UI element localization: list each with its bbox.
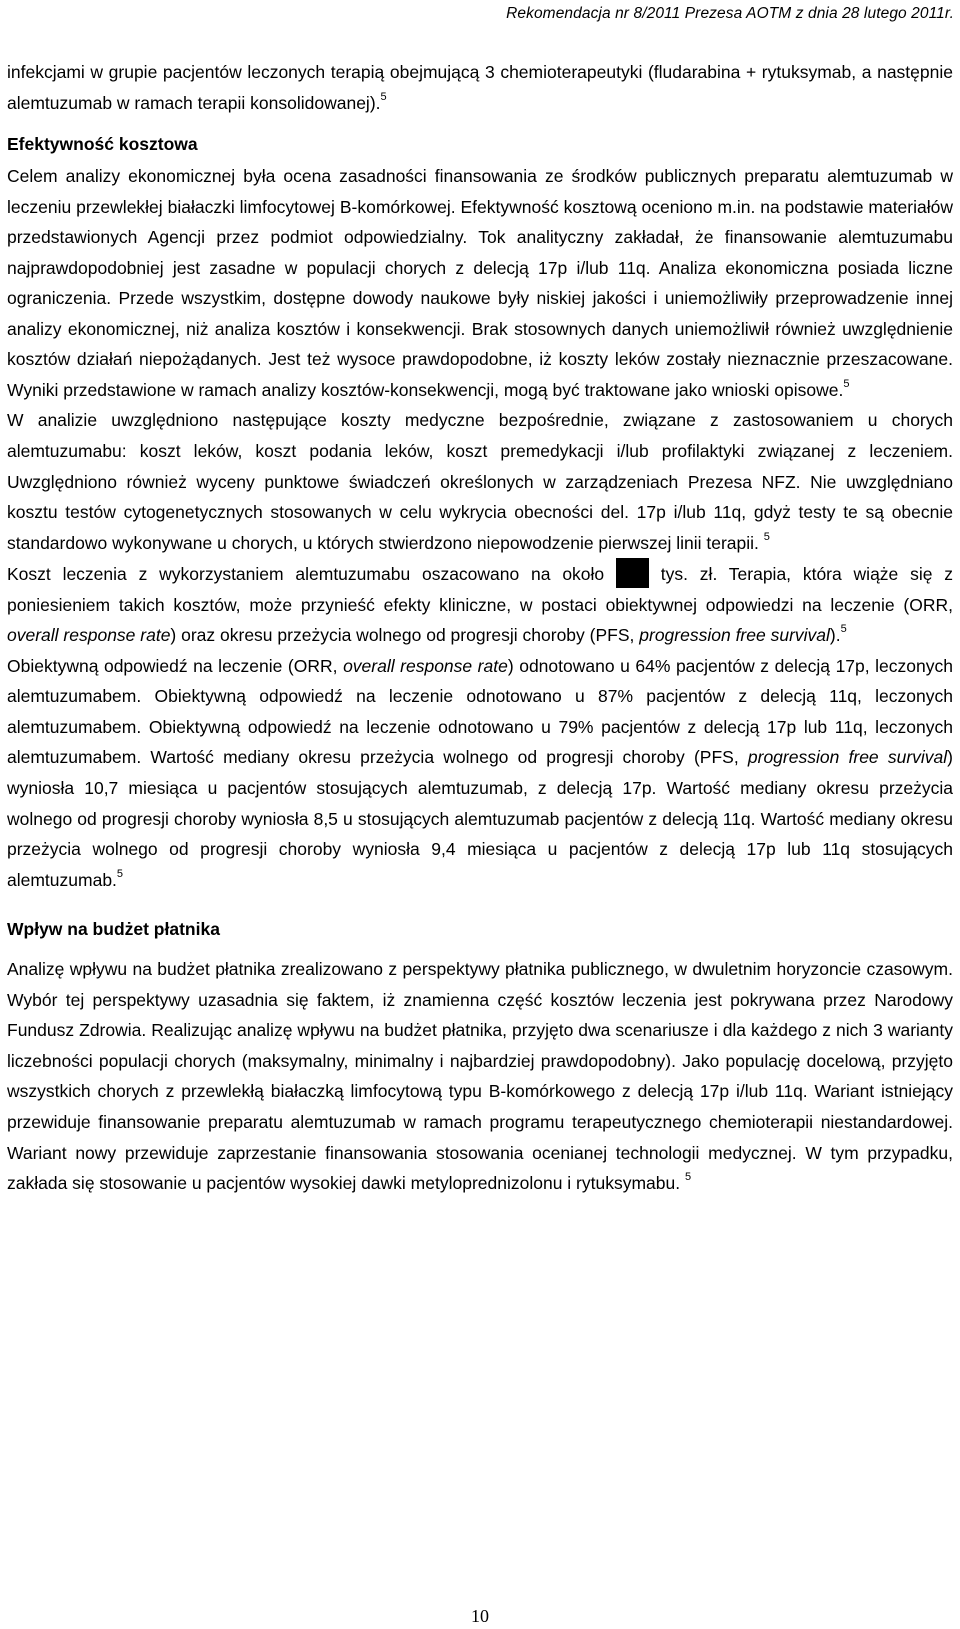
paragraph-objective-response: Obiektywną odpowiedź na leczenie (ORR, overall response rate) odnotowano u 64% pacjentów z delecją 17p, leczonych alemtuzumabem. Obiektywną odpowiedź na leczenie odnotowano u 87% pacjentów z delecją 11q, leczonych alemtuzumabem. Obiektywną odpowiedź na leczenie odnotowano u 79% pacjentów z delecją 17p lub 11q, leczonych alemtuzumabem. Wartość mediany okresu przeżycia wolnego od progresji choroby (PFS, progression free survival) wyniosła 10,7 miesiąca u pacjentów stosujących alemtuzumab, z delecją 17p. Wartość mediany okresu przeżycia wolnego od progresji choroby wyniosła 8,5 u stosujących alemtuzumab pacjentów z delecją 11q. Wartość mediany okresu przeżycia wolnego od progresji choroby wyniosła 9,4 miesiąca u pacjentów z delecją 17p lub 11q stosujących alemtuzumab.$^5$ [7, 655, 953, 890]
section-heading-cost-effectiveness: Efektywność kosztowa [7, 134, 198, 155]
page-number: 10 [471, 1606, 489, 1626]
paragraph-budget-impact: Analizę wpływu na budżet płatnika zrealizowano z perspektywy płatnika publicznego, w dwuletnim horyzoncie czasowym. Wybór tej perspektywy uzasadnia się faktem, iż znamienna część kosztów leczenia jest pokrywana przez Narodowy Fundusz Zdrowia. Realizując analizę wpływu na budżet płatnika, przyjęto dwa scenariusze i dla każdego z nich 3 warianty liczebności populacji chorych (maksymalny, minimalny i najbardziej prawdopodobny). Jako populację docelową, przyjęto wszystkich chorych z przewlekłą białaczką limfocytową typu B-komórkowego z delecją 17p i/lub 11q. Wariant istniejący przewiduje finansowanie preparatu alemtuzumab w ramach programu terapeutycznego chemioterapii niestandardowej. Wariant nowy przewiduje zaprzestanie finansowania stosowania ocenianej technologii medycznej. W tym przypadku, zakłada się stosowanie u pacjentów wysokiej dawki metyloprednizolonu i rytuksymabu. $^5$ [7, 959, 953, 1194]
document-body [7, 57, 953, 1199]
footnote-ref: 5 [684, 1171, 692, 1184]
section-heading-budget-impact: Wpływ na budżet płatnika [7, 919, 220, 940]
footnote-ref: 5 [763, 530, 770, 543]
paragraph-treatment-cost: Koszt leczenia z wykorzystaniem alemtuzumabu oszacowano na około tys. zł. Terapia, która wiąże się z poniesieniem takich kosztów, może przynieść efekty kliniczne, w postaci obiektywnej odpowiedzi na leczenie (ORR, overall response rate) oraz okresu przeżycia wolnego od progresji choroby (PFS, progression free survival).$^5$ [7, 558, 953, 651]
page-header: Rekomendacja nr 8/2011 Prezesa AOTM z dnia 28 lutego 2011r. [506, 5, 954, 22]
footnote-ref: 5 [380, 90, 387, 103]
paragraph-continuation: infekcjami w grupie pacjentów leczonych terapią obejmującą 3 chemioterapeutyki (fludarabina + rytuksymab, a następnie alemtuzumab w ramach terapii konsolidowanej).$^5$ [7, 62, 953, 113]
redacted-value [616, 558, 649, 588]
footnote-ref: 5 [843, 377, 850, 390]
paragraph-economic-analysis: Celem analizy ekonomicznej była ocena zasadności finansowania ze środków publicznych preparatu alemtuzumab w leczeniu przewlekłej białaczki limfocytowej B-komórkowej. Efektywność kosztową oceniono m.in. na podstawie materiałów przedstawionych Agencji przez podmiot odpowiedzialny. Tok analityczny zakładał, że finansowanie alemtuzumabu najprawdopodobniej jest zasadne w populacji chorych z delecją 17p i/lub 11q. Analiza ekonomiczna posiada liczne ograniczenia. Przede wszystkim, dostępne dowody naukowe były niskiej jakości i uniemożliwiły przeprowadzenie innej analizy ekonomicznej, niż analiza kosztów i konsekwencji. Brak stosownych danych uniemożliwił również uwzględnienie kosztów działań niepożądanych. Jest też wysoce prawdopodobne, iż koszty leków zostały nieznacznie przeszacowane. Wyniki przedstawione w ramach analizy kosztów-konsekwencji, mogą być traktowane jako wnioski opisowe.$^5$ [7, 166, 953, 400]
footnote-ref: 5 [840, 623, 847, 636]
paragraph-direct-costs: W analizie uwzględniono następujące koszty medyczne bezpośrednie, związane z zastosowaniem u chorych alemtuzumabu: koszt leków, koszt podania leków, koszt premedykacji i/lub profilaktyki związanej z leczeniem. Uwzględniono również wyceny punktowe świadczeń określonych w zarządzeniach Prezesa NFZ. Nie uwzględniano kosztu testów cytogenetycznych stosowanych w celu wykrycia obecności del. 17p i/lub 11q, gdyż testy te są obecnie standardowo wykonywane u chorych, u których stwierdzono niepowodzenie pierwszej linii terapii. $^5$ [7, 410, 953, 553]
footnote-ref: 5 [116, 867, 124, 880]
